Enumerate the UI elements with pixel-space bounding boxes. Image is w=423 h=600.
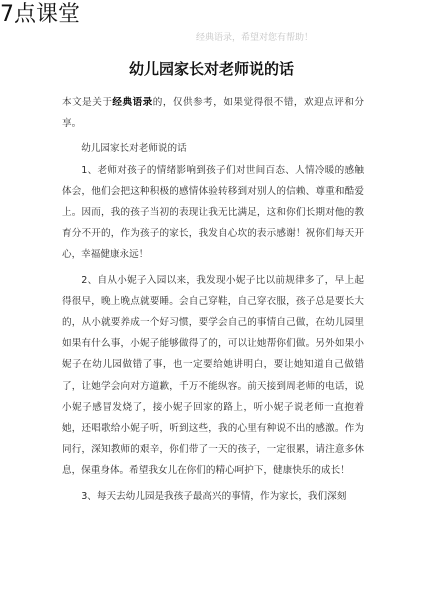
paragraph-3: 3、每天去幼儿园是我孩子最高兴的事情，作为家长，我们深刻 [81, 490, 347, 502]
document-body [62, 92, 364, 511]
intro-keyword: 经典语录 [112, 97, 153, 108]
intro-text-after: 的，仅供参考，如果觉得很不错，欢迎点评和分享。 [62, 97, 365, 130]
document-title: 幼儿园家长对老师说的话 [128, 60, 294, 78]
paragraph-1: 1、老师对孩子的情绪影响到孩子们对世间百态、人情冷暖的感触体会，他们会把这种积极的感情体验转移到对别人的信赖、尊重和酷爱上。因而，我的孩子当初的表现让我无比满足，这和你们长期对他的教育分不开的，作为孩子的家长，我发自心坎的表示感谢！祝你们每天开心，幸福健康永远！ [62, 164, 364, 261]
paragraph-2: 2、自从小妮子入园以来，我发现小妮子比以前规律多了，早上起得很早，晚上晚点就要睡。会自己穿鞋，自己穿衣服，孩子总是要长大的，从小就要养成一个好习惯，要学会自己的事情自己做，在幼儿园里如果有什么事，小妮子能够做得了的，可以让她帮你们做。另外如果小妮子在幼儿园做错了事，也一定要给她讲明白，要让她知道自己做错了，让她学会向对方道歉，千万不能纵容。前天接到周老师的电话，说小妮子感冒发烧了，接小妮子回家的路上，听小妮子说老师一直抱着她，还唱歌给小妮子听，听到这些，我的心里有种说不出的感激。作为同行，深知教师的艰辛，你们带了一天的孩子，一定很累，请注意多休息，保重身体。希望我女儿在你们的精心呵护下，健康快乐的成长！ [62, 274, 364, 477]
intro-paragraph [62, 92, 364, 134]
document-subtitle: 幼儿园家长对老师说的话 [81, 143, 187, 155]
watermark-text: 经典语录，希望对您有帮助！ [196, 33, 314, 43]
intro-text-before: 本文是关于 [62, 97, 113, 108]
overlay-title: 7点课堂 [0, 2, 80, 27]
